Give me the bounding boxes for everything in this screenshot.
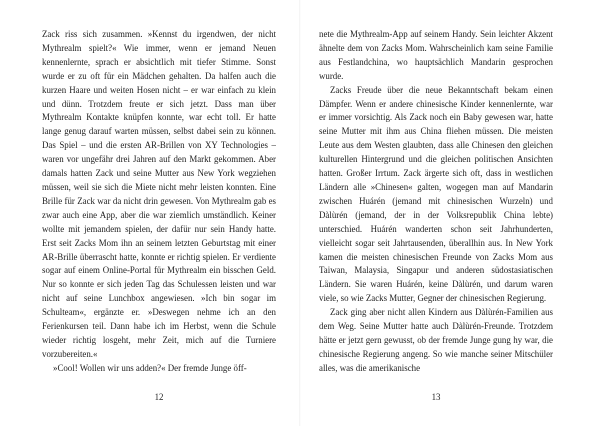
- paragraph: nete die Mythrealm-App auf seinem Handy. Sein leichter Akzent ähnelte dem von Zacks Mom. Wahrscheinlich kam seine Familie aus Festlandchina, wo hauptsächlich Mandarin gesprochen wurde.: [319, 29, 553, 81]
- page-gutter: [299, 0, 301, 426]
- right-page: [319, 28, 553, 376]
- paragraph: »Cool! Wollen wir uns adden?« Der fremde Junge öff-: [53, 362, 247, 373]
- paragraph: Zacks Freude über die neue Bekanntschaft bekam einen Dämpfer. Wenn er andere chinesische Kinder kennenlernte, war er immer vorsichtig. Als Zack noch ein Baby gewesen war, hatte seine Mutter mit ihm aus China fliehen müssen. Die meisten Leute aus dem Westen glaubten, dass alle Chinesen den gleichen kulturellen Hintergrund und die gleichen politischen Ansichten hatten. Großer Irrtum. Zack ärgerte sich oft, dass in westlichen Ländern alle »Chinesen« galten, wogegen man auf Mandarin zwischen Huárén (jemand mit chinesischen Wurzeln) und Dàlùrén (jemand, der in der Volksrepublik China lebte) unterschied. Huárén wanderten schon seit Jahrhunderten, vielleicht sogar seit Jahrtausenden, überallhin aus. In New York kamen die meisten chinesischen Freunde von Zacks Mom aus Taiwan, Malaysia, Singapur und anderen südostasiatischen Ländern. Sie waren Huárén, keine Dàlùrén, und darum waren viele, so wie Zacks Mutter, Gegner der chinesischen Regierung.: [319, 84, 553, 304]
- paragraph: Zack riss sich zusammen. »Kennst du irgendwen, der nicht Mythrealm spielt?« Wie immer, wenn er jemand Neuen kennenlernte, sprach er absichtlich mit tiefer Stimme. Sonst wurde er zu oft für ein Mädchen gehalten. Da halfen auch die kurzen Haare und weiten Hosen nicht – er war einfach zu klein und dünn. Trotzdem freute er sich jetzt. Dass man über Mythrealm Kontakte knüpfen konnte, war echt toll. Er hatte lange genug darauf warten müssen, selbst dabei sein zu können. Das Spiel – und die ersten AR-Brillen von XY Technologies – waren vor ungefähr drei Jahren auf den Markt gekommen. Aber damals hatten Zack und seine Mutter aus New York wegziehen müssen, weil sie sich die Miete nicht mehr leisten konnten. Eine Brille für Zack war da nicht drin gewesen. Von Mythrealm gab es zwar auch eine App, aber die war ziemlich umständlich. Keiner wollte mit jemandem spielen, der dafür nur sein Handy hatte. Erst seit Zacks Mom ihn an seinem letzten Geburtstag mit einer AR-Brille überrascht hatte, konnte er richtig spielen. Er verdiente sogar auf einem Online-Portal für Mythrealm ein bisschen Geld. Nur so konnte er sich jeden Tag das Schulessen leisten und war nicht auf seine Lunchbox angewiesen. »Ich bin sogar im Schulteam«, ergänzte er. »Deswegen nehme ich an den Ferienkursen teil. Dann habe ich im Herbst, wenn die Schule wieder richtig losgeht, mehr Zeit, mich auf die Turniere vorzubereiten.«: [42, 29, 276, 359]
- page-number-right: 13: [431, 392, 441, 402]
- paragraph: Zack ging aber nicht allen Kindern aus Dàlùrén-Familien aus dem Weg. Seine Mutter hatte auch Dàlùrén-Freunde. Trotzdem hätte er jetzt gern gewusst, ob der fremde Junge gung hy war, die chinesische Regierung angeng. So wie manche seiner Mitschüler alles, was die amerikanische: [319, 307, 553, 373]
- page-number-left: 12: [154, 392, 164, 402]
- left-page: [42, 28, 276, 376]
